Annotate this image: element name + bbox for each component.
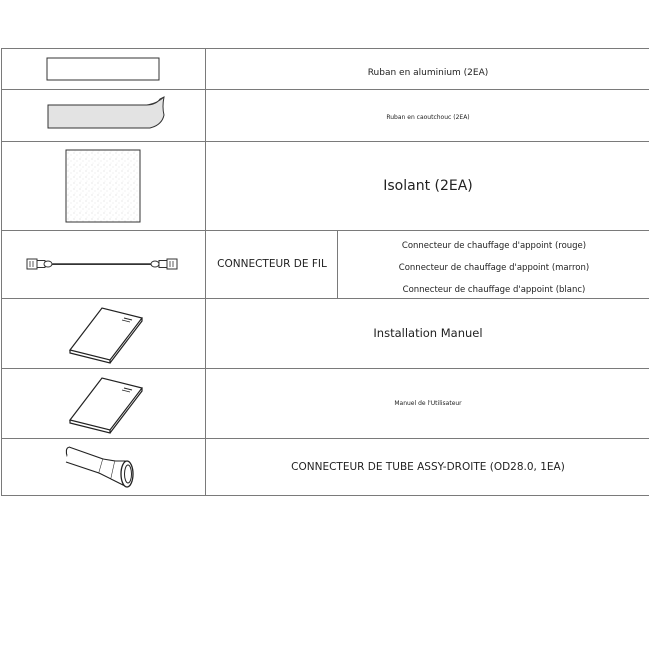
row-label: CONNECTEUR DE FIL xyxy=(217,258,327,270)
table-border-bottom xyxy=(1,495,649,496)
accessories-table xyxy=(1,48,649,496)
insulation-pad-icon xyxy=(1,141,205,230)
row-label: CONNECTEUR DE TUBE ASSY-DROITE (OD28.0, 1EA) xyxy=(291,460,565,473)
row-label: Ruban en aluminium (2EA) xyxy=(367,67,489,78)
pipe-connector-icon xyxy=(1,438,205,495)
wire-connector-item: Connecteur de chauffage d'appoint (rouge) xyxy=(401,241,587,251)
rubber-tape-icon xyxy=(1,89,205,141)
installation-manual-icon xyxy=(1,298,205,368)
row-label: Ruban en caoutchouc (2EA) xyxy=(386,113,470,121)
wire-connector-item: Connecteur de chauffage d'appoint (blanc) xyxy=(402,285,586,295)
column-divider xyxy=(205,48,206,496)
aluminum-tape-icon xyxy=(1,48,205,89)
wire-connector-icon xyxy=(1,230,205,298)
wire-connector-item: Connecteur de chauffage d'appoint (marron) xyxy=(398,263,590,273)
row-label: Isolant (2EA) xyxy=(383,177,473,194)
user-manual-icon xyxy=(1,368,205,438)
row-label: Installation Manuel xyxy=(373,326,483,340)
row-label: Manuel de l'Utilisateur xyxy=(394,399,462,407)
sub-column-divider xyxy=(337,230,338,298)
